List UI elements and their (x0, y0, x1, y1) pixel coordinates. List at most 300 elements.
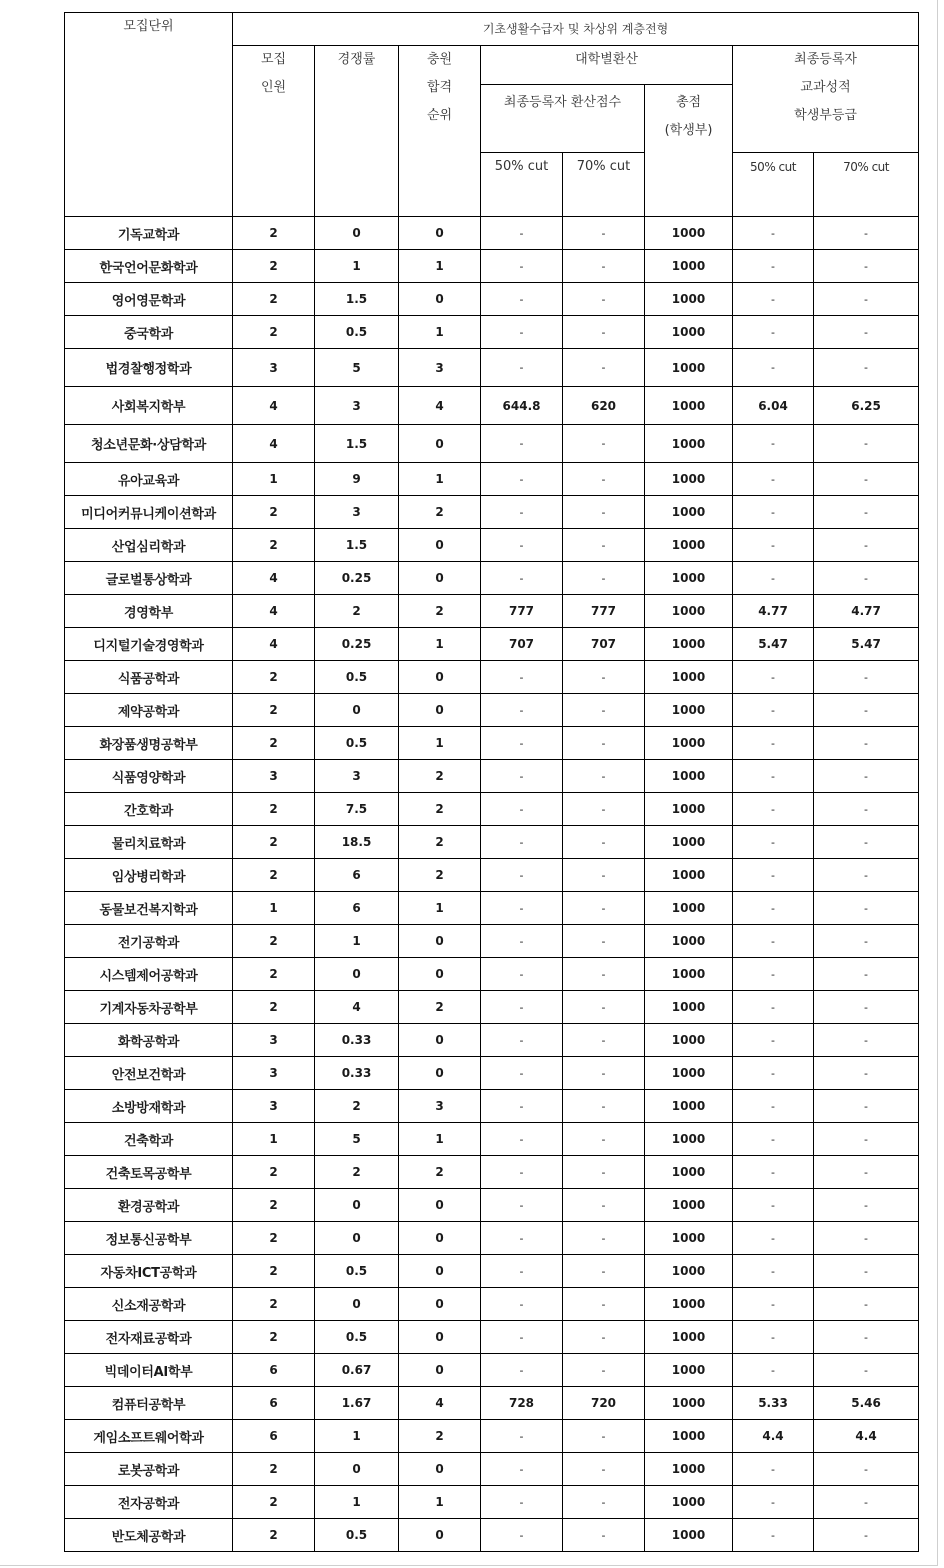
cell-conv-cut70: - (563, 1519, 645, 1552)
cell-total: 1000 (645, 387, 733, 425)
cell-recruit: 2 (233, 1519, 315, 1552)
cell-grade-cut50: - (733, 1354, 814, 1387)
cell-grade-cut50: - (733, 1519, 814, 1552)
header-grade-cut70: 70% cut (814, 153, 919, 217)
cell-recruit: 1 (233, 463, 315, 496)
cell-grade-cut50: - (733, 1453, 814, 1486)
cell-grade-cut50: 5.47 (733, 628, 814, 661)
header-waitlist-line1: 충원 (426, 52, 453, 67)
cell-total: 1000 (645, 425, 733, 463)
cell-total: 1000 (645, 661, 733, 694)
cell-conv-cut50: - (481, 826, 563, 859)
cell-recruit: 2 (233, 991, 315, 1024)
cell-grade-cut70: - (814, 1354, 919, 1387)
cell-grade-cut50: - (733, 892, 814, 925)
cell-conv-cut70: 720 (563, 1387, 645, 1420)
cell-conv-cut70: - (563, 859, 645, 892)
cell-conv-cut70: - (563, 496, 645, 529)
table-row (65, 1288, 919, 1321)
cell-conv-cut50: - (481, 1453, 563, 1486)
cell-grade-cut70: - (814, 1486, 919, 1519)
cell-conv-cut70: - (563, 760, 645, 793)
table-row (65, 793, 919, 826)
cell-grade-cut50: - (733, 1123, 814, 1156)
cell-competition-rate: 0 (315, 958, 399, 991)
table-row (65, 1123, 919, 1156)
cell-grade-cut50: - (733, 250, 814, 283)
cell-department: 로봇공학과 (65, 1453, 233, 1486)
cell-grade-cut50: - (733, 349, 814, 387)
cell-total: 1000 (645, 991, 733, 1024)
cell-department: 컴퓨터공학부 (65, 1387, 233, 1420)
cell-recruit: 2 (233, 283, 315, 316)
cell-competition-rate: 1.5 (315, 529, 399, 562)
cell-waitlist-rank: 1 (399, 1486, 481, 1519)
cell-conv-cut70: - (563, 958, 645, 991)
cell-grade-cut70: - (814, 892, 919, 925)
cell-grade-cut50: - (733, 316, 814, 349)
header-conv-cut70: 70% cut (563, 153, 645, 217)
cell-department: 전기공학과 (65, 925, 233, 958)
cell-competition-rate: 0.33 (315, 1057, 399, 1090)
cell-conv-cut70: - (563, 793, 645, 826)
cell-recruit: 6 (233, 1387, 315, 1420)
cell-grade-cut70: - (814, 316, 919, 349)
cell-waitlist-rank: 1 (399, 463, 481, 496)
cell-grade-cut50: 5.33 (733, 1387, 814, 1420)
cell-conv-cut70: - (563, 250, 645, 283)
cell-total: 1000 (645, 1387, 733, 1420)
cell-waitlist-rank: 0 (399, 529, 481, 562)
table-row (65, 1519, 919, 1552)
cell-conv-cut70: - (563, 1354, 645, 1387)
cell-conv-cut50: - (481, 1189, 563, 1222)
cell-conv-cut50: - (481, 661, 563, 694)
cell-conv-cut50: - (481, 859, 563, 892)
header-waitlist-line3: 순위 (426, 108, 453, 123)
cell-competition-rate: 0.25 (315, 562, 399, 595)
cell-competition-rate: 0.67 (315, 1354, 399, 1387)
cell-grade-cut70: - (814, 826, 919, 859)
cell-waitlist-rank: 0 (399, 925, 481, 958)
cell-grade-cut50: - (733, 793, 814, 826)
cell-conv-cut70: - (563, 562, 645, 595)
cell-competition-rate: 1.5 (315, 283, 399, 316)
cell-grade-cut50: - (733, 925, 814, 958)
cell-competition-rate: 2 (315, 595, 399, 628)
cell-conv-cut50: - (481, 1321, 563, 1354)
cell-grade-cut70: - (814, 283, 919, 316)
cell-department: 사회복지학부 (65, 387, 233, 425)
cell-department: 건축학과 (65, 1123, 233, 1156)
cell-department: 청소년문화·상담학과 (65, 425, 233, 463)
cell-conv-cut70: 707 (563, 628, 645, 661)
cell-conv-cut70: - (563, 826, 645, 859)
header-univ-conversion: 대학별환산 (481, 46, 733, 85)
table-row (65, 1024, 919, 1057)
cell-conv-cut50: - (481, 892, 563, 925)
cell-conv-cut70: - (563, 1255, 645, 1288)
cell-waitlist-rank: 0 (399, 425, 481, 463)
cell-conv-cut50: - (481, 1222, 563, 1255)
cell-department: 미디어커뮤니케이션학과 (65, 496, 233, 529)
cell-competition-rate: 1 (315, 1420, 399, 1453)
cell-grade-cut70: - (814, 859, 919, 892)
table-row (65, 1387, 919, 1420)
cell-department: 식품공학과 (65, 661, 233, 694)
cell-recruit: 1 (233, 892, 315, 925)
cell-grade-cut50: - (733, 694, 814, 727)
table-row (65, 529, 919, 562)
cell-conv-cut70: - (563, 1057, 645, 1090)
cell-grade-cut50: - (733, 1024, 814, 1057)
cell-conv-cut70: - (563, 727, 645, 760)
cell-recruit: 3 (233, 349, 315, 387)
cell-total: 1000 (645, 217, 733, 250)
cell-recruit: 4 (233, 628, 315, 661)
cell-waitlist-rank: 0 (399, 694, 481, 727)
cell-conv-cut50: - (481, 349, 563, 387)
cell-department: 소방방재학과 (65, 1090, 233, 1123)
cell-grade-cut50: - (733, 463, 814, 496)
cell-waitlist-rank: 0 (399, 1354, 481, 1387)
cell-waitlist-rank: 1 (399, 628, 481, 661)
table-row (65, 1354, 919, 1387)
cell-grade-cut70: - (814, 1189, 919, 1222)
cell-total: 1000 (645, 727, 733, 760)
cell-conv-cut70: - (563, 529, 645, 562)
cell-grade-cut50: - (733, 1090, 814, 1123)
cell-conv-cut50: - (481, 1057, 563, 1090)
cell-recruit: 4 (233, 387, 315, 425)
cell-department: 디지털기술경영학과 (65, 628, 233, 661)
cell-waitlist-rank: 0 (399, 1321, 481, 1354)
cell-department: 화학공학과 (65, 1024, 233, 1057)
cell-competition-rate: 1.5 (315, 425, 399, 463)
cell-waitlist-rank: 0 (399, 661, 481, 694)
cell-waitlist-rank: 0 (399, 1519, 481, 1552)
cell-grade-cut70: - (814, 1321, 919, 1354)
cell-recruit: 6 (233, 1420, 315, 1453)
cell-recruit: 2 (233, 826, 315, 859)
cell-conv-cut70: - (563, 1156, 645, 1189)
cell-department: 전자공학과 (65, 1486, 233, 1519)
cell-conv-cut50: - (481, 1288, 563, 1321)
table-row (65, 892, 919, 925)
cell-grade-cut50: - (733, 760, 814, 793)
cell-competition-rate: 5 (315, 349, 399, 387)
cell-recruit: 2 (233, 1255, 315, 1288)
cell-grade-cut50: - (733, 1255, 814, 1288)
cell-conv-cut70: - (563, 1288, 645, 1321)
cell-grade-cut70: - (814, 727, 919, 760)
cell-conv-cut70: 777 (563, 595, 645, 628)
cell-waitlist-rank: 4 (399, 387, 481, 425)
cell-grade-cut50: 4.4 (733, 1420, 814, 1453)
cell-total: 1000 (645, 529, 733, 562)
cell-conv-cut70: - (563, 1024, 645, 1057)
cell-total: 1000 (645, 1090, 733, 1123)
table-row (65, 1090, 919, 1123)
cell-recruit: 2 (233, 1486, 315, 1519)
cell-waitlist-rank: 3 (399, 349, 481, 387)
table-row (65, 628, 919, 661)
cell-grade-cut50: - (733, 1156, 814, 1189)
cell-waitlist-rank: 2 (399, 826, 481, 859)
cell-recruit: 2 (233, 316, 315, 349)
header-total-line2: (학생부) (664, 123, 713, 138)
cell-conv-cut50: - (481, 1354, 563, 1387)
cell-conv-cut50: 644.8 (481, 387, 563, 425)
cell-grade-cut70: - (814, 925, 919, 958)
cell-conv-cut70: - (563, 1189, 645, 1222)
header-group-title: 기초생활수급자 및 차상위 계층전형 (233, 13, 919, 46)
cell-recruit: 4 (233, 425, 315, 463)
cell-department: 영어영문학과 (65, 283, 233, 316)
cell-total: 1000 (645, 1024, 733, 1057)
cell-total: 1000 (645, 1519, 733, 1552)
cell-conv-cut70: - (563, 1321, 645, 1354)
header-conv-cut50: 50% cut (481, 153, 563, 217)
table-row (65, 958, 919, 991)
cell-department: 물리치료학과 (65, 826, 233, 859)
cell-conv-cut70: - (563, 316, 645, 349)
header-recruit-line1: 모집 (260, 52, 287, 67)
cell-competition-rate: 0 (315, 217, 399, 250)
cell-conv-cut70: - (563, 661, 645, 694)
cell-department: 중국학과 (65, 316, 233, 349)
cell-conv-cut50: - (481, 217, 563, 250)
cell-total: 1000 (645, 694, 733, 727)
cell-department: 식품영양학과 (65, 760, 233, 793)
cell-recruit: 2 (233, 1453, 315, 1486)
cell-total: 1000 (645, 316, 733, 349)
cell-waitlist-rank: 1 (399, 727, 481, 760)
cell-total: 1000 (645, 628, 733, 661)
cell-grade-cut70: - (814, 1156, 919, 1189)
cell-conv-cut70: 620 (563, 387, 645, 425)
cell-total: 1000 (645, 1123, 733, 1156)
header-waitlist-line2: 합격 (426, 80, 453, 95)
admissions-results-table (64, 12, 919, 1552)
cell-total: 1000 (645, 1453, 733, 1486)
cell-competition-rate: 0.5 (315, 727, 399, 760)
cell-department: 기독교학과 (65, 217, 233, 250)
cell-waitlist-rank: 0 (399, 1453, 481, 1486)
table-row (65, 826, 919, 859)
cell-grade-cut70: - (814, 562, 919, 595)
cell-grade-cut70: - (814, 250, 919, 283)
cell-recruit: 3 (233, 1090, 315, 1123)
cell-department: 안전보건학과 (65, 1057, 233, 1090)
cell-grade-cut70: 5.47 (814, 628, 919, 661)
cell-grade-cut70: - (814, 1453, 919, 1486)
cell-grade-cut70: - (814, 1123, 919, 1156)
cell-waitlist-rank: 2 (399, 496, 481, 529)
cell-department: 건축토목공학부 (65, 1156, 233, 1189)
cell-recruit: 3 (233, 1024, 315, 1057)
cell-department: 동물보건복지학과 (65, 892, 233, 925)
cell-recruit: 2 (233, 958, 315, 991)
cell-competition-rate: 0 (315, 1189, 399, 1222)
cell-grade-cut70: - (814, 694, 919, 727)
table-row (65, 661, 919, 694)
cell-total: 1000 (645, 283, 733, 316)
table-row (65, 217, 919, 250)
cell-conv-cut50: - (481, 925, 563, 958)
table-row (65, 349, 919, 387)
cell-total: 1000 (645, 958, 733, 991)
cell-total: 1000 (645, 1288, 733, 1321)
cell-conv-cut50: - (481, 463, 563, 496)
cell-conv-cut50: - (481, 760, 563, 793)
cell-department: 임상병리학과 (65, 859, 233, 892)
cell-competition-rate: 6 (315, 859, 399, 892)
cell-grade-cut50: - (733, 1321, 814, 1354)
table-row (65, 1156, 919, 1189)
cell-competition-rate: 3 (315, 760, 399, 793)
cell-waitlist-rank: 0 (399, 1222, 481, 1255)
cell-recruit: 2 (233, 694, 315, 727)
cell-competition-rate: 0.5 (315, 1255, 399, 1288)
cell-conv-cut50: - (481, 1123, 563, 1156)
cell-grade-cut70: - (814, 529, 919, 562)
header-final-grade-line1: 최종등록자 (794, 52, 857, 67)
table-row (65, 727, 919, 760)
cell-conv-cut50: - (481, 283, 563, 316)
cell-grade-cut70: - (814, 496, 919, 529)
cell-competition-rate: 0 (315, 1222, 399, 1255)
cell-competition-rate: 4 (315, 991, 399, 1024)
cell-waitlist-rank: 2 (399, 1156, 481, 1189)
cell-recruit: 2 (233, 793, 315, 826)
cell-total: 1000 (645, 760, 733, 793)
cell-recruit: 2 (233, 727, 315, 760)
cell-waitlist-rank: 0 (399, 958, 481, 991)
cell-grade-cut50: - (733, 991, 814, 1024)
cell-recruit: 2 (233, 925, 315, 958)
cell-competition-rate: 0.5 (315, 316, 399, 349)
cell-grade-cut50: - (733, 217, 814, 250)
cell-conv-cut70: - (563, 1486, 645, 1519)
cell-grade-cut50: - (733, 826, 814, 859)
cell-competition-rate: 0.33 (315, 1024, 399, 1057)
cell-total: 1000 (645, 892, 733, 925)
cell-recruit: 3 (233, 760, 315, 793)
cell-conv-cut70: - (563, 1123, 645, 1156)
cell-conv-cut70: - (563, 1420, 645, 1453)
table-row (65, 425, 919, 463)
header-final-grade-line2: 교과성적 (800, 80, 851, 95)
cell-conv-cut70: - (563, 425, 645, 463)
table-row (65, 595, 919, 628)
cell-department: 법경찰행정학과 (65, 349, 233, 387)
cell-waitlist-rank: 2 (399, 595, 481, 628)
cell-competition-rate: 0.5 (315, 661, 399, 694)
header-competition: 경쟁률 (315, 46, 399, 217)
cell-recruit: 1 (233, 1123, 315, 1156)
cell-grade-cut50: - (733, 1189, 814, 1222)
cell-recruit: 2 (233, 1321, 315, 1354)
header-waitlist (399, 46, 481, 217)
cell-grade-cut50: - (733, 562, 814, 595)
cell-competition-rate: 3 (315, 387, 399, 425)
cell-waitlist-rank: 0 (399, 562, 481, 595)
table-row (65, 1453, 919, 1486)
cell-department: 환경공학과 (65, 1189, 233, 1222)
cell-conv-cut50: - (481, 529, 563, 562)
cell-department: 유아교육과 (65, 463, 233, 496)
table-row (65, 463, 919, 496)
cell-grade-cut70: - (814, 425, 919, 463)
cell-total: 1000 (645, 463, 733, 496)
cell-waitlist-rank: 1 (399, 250, 481, 283)
cell-total: 1000 (645, 1156, 733, 1189)
cell-department: 경영학부 (65, 595, 233, 628)
cell-competition-rate: 7.5 (315, 793, 399, 826)
cell-grade-cut50: - (733, 859, 814, 892)
cell-grade-cut50: - (733, 1288, 814, 1321)
cell-conv-cut70: - (563, 892, 645, 925)
cell-grade-cut50: - (733, 661, 814, 694)
cell-waitlist-rank: 2 (399, 760, 481, 793)
cell-total: 1000 (645, 1321, 733, 1354)
cell-waitlist-rank: 2 (399, 991, 481, 1024)
cell-recruit: 4 (233, 562, 315, 595)
cell-competition-rate: 1 (315, 925, 399, 958)
cell-grade-cut70: 4.77 (814, 595, 919, 628)
cell-conv-cut70: - (563, 1090, 645, 1123)
table-row (65, 694, 919, 727)
cell-department: 한국언어문화학과 (65, 250, 233, 283)
table-row (65, 1222, 919, 1255)
header-recruit-line2: 인원 (260, 80, 287, 95)
header-final-grade (733, 46, 919, 153)
cell-conv-cut70: - (563, 217, 645, 250)
cell-recruit: 2 (233, 1156, 315, 1189)
cell-recruit: 2 (233, 529, 315, 562)
table-row (65, 925, 919, 958)
cell-total: 1000 (645, 1222, 733, 1255)
cell-grade-cut70: - (814, 1222, 919, 1255)
cell-conv-cut50: - (481, 1420, 563, 1453)
cell-grade-cut70: - (814, 1090, 919, 1123)
cell-waitlist-rank: 1 (399, 892, 481, 925)
cell-total: 1000 (645, 496, 733, 529)
cell-total: 1000 (645, 562, 733, 595)
cell-conv-cut50: - (481, 1090, 563, 1123)
cell-conv-cut50: - (481, 1156, 563, 1189)
cell-competition-rate: 0 (315, 1453, 399, 1486)
table-row (65, 859, 919, 892)
table-row (65, 283, 919, 316)
cell-department: 정보통신공학부 (65, 1222, 233, 1255)
cell-total: 1000 (645, 595, 733, 628)
cell-grade-cut70: - (814, 463, 919, 496)
cell-grade-cut70: - (814, 217, 919, 250)
cell-grade-cut50: - (733, 283, 814, 316)
cell-department: 글로벌통상학과 (65, 562, 233, 595)
cell-conv-cut70: - (563, 1453, 645, 1486)
cell-competition-rate: 6 (315, 892, 399, 925)
header-total-line1: 총점 (675, 95, 702, 110)
cell-total: 1000 (645, 1189, 733, 1222)
cell-recruit: 2 (233, 1222, 315, 1255)
cell-waitlist-rank: 0 (399, 1189, 481, 1222)
cell-competition-rate: 2 (315, 1156, 399, 1189)
table-row (65, 250, 919, 283)
cell-conv-cut70: - (563, 463, 645, 496)
